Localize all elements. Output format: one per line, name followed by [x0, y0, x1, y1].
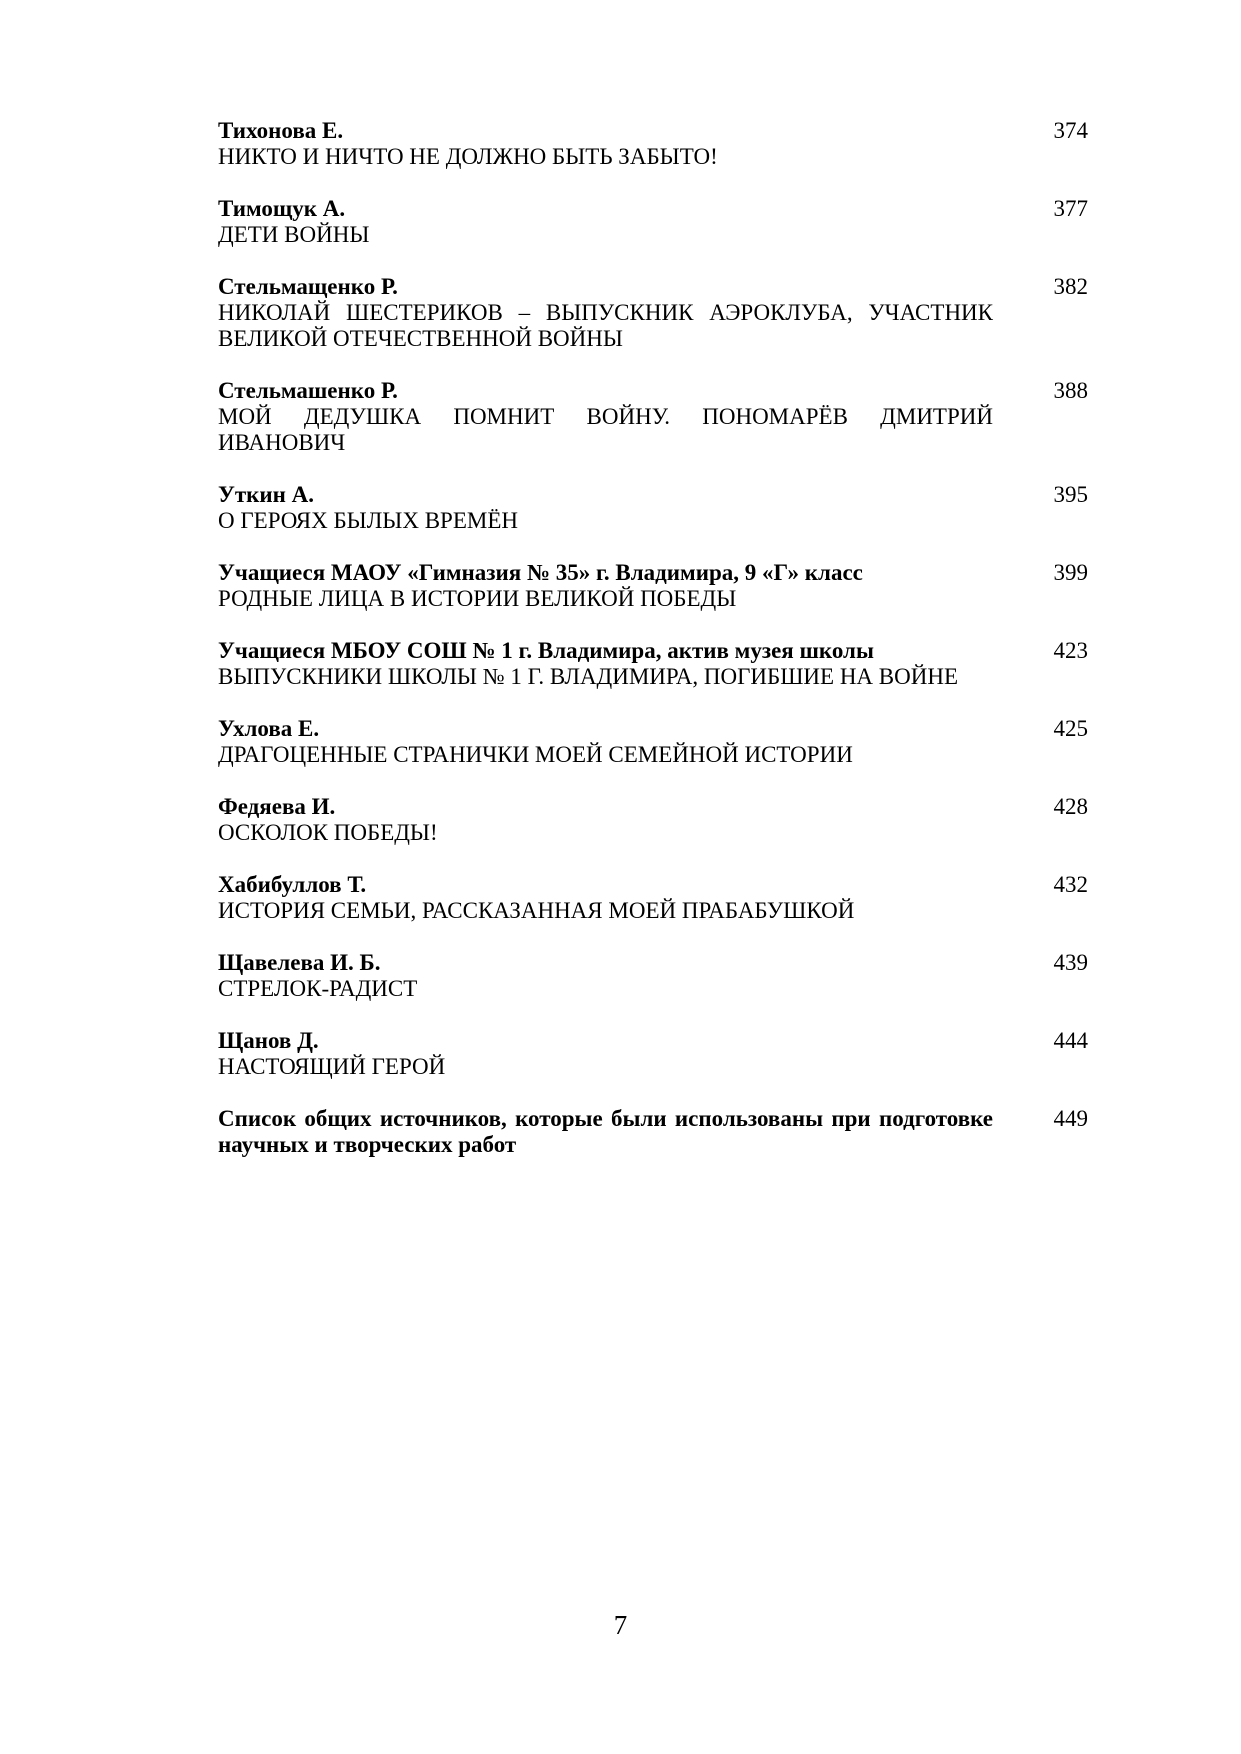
toc-entry-page: 399: [1053, 560, 1088, 585]
toc-entry-text: [218, 1106, 993, 1158]
toc-entry-title: МОЙ ДЕДУШКА ПОМНИТ ВОЙНУ. ПОНОМАРЁВ ДМИТРИЙ ИВАНОВИЧ: [218, 404, 993, 455]
toc-entry-author: Учащиеся МАОУ «Гимназия № 35» г. Владимира, 9 «Г» класс: [218, 560, 863, 585]
toc-entry-page: 382: [1053, 274, 1088, 299]
toc-entry-author: Стельмащенко Р.: [218, 274, 398, 299]
toc-entry-title: ДРАГОЦЕННЫЕ СТРАНИЧКИ МОЕЙ СЕМЕЙНОЙ ИСТОРИИ: [218, 742, 853, 767]
toc-entry-page: 423: [1053, 638, 1088, 663]
toc-entry-title: ИСТОРИЯ СЕМЬИ, РАССКАЗАННАЯ МОЕЙ ПРАБАБУШКОЙ: [218, 898, 855, 923]
toc-entry-page: 449: [1053, 1106, 1088, 1131]
toc-entry-page: 439: [1053, 950, 1088, 975]
toc-entry-page: 388: [1053, 378, 1088, 403]
toc-entry-author: Уткин А.: [218, 482, 315, 507]
toc-entry-author: Тихонова Е.: [218, 118, 344, 143]
toc-entry-page: 395: [1053, 482, 1088, 507]
toc-entry-title: РОДНЫЕ ЛИЦА В ИСТОРИИ ВЕЛИКОЙ ПОБЕДЫ: [218, 586, 737, 611]
toc-entry-page: 374: [1053, 118, 1088, 143]
toc-entry: [218, 638, 1088, 690]
toc-entry-text: [218, 716, 993, 768]
toc-entry-title: НАСТОЯЩИЙ ГЕРОЙ: [218, 1054, 446, 1079]
toc-entry: [218, 950, 1088, 1002]
toc-entry-text: [218, 794, 993, 846]
toc-entry-title: НИКТО И НИЧТО НЕ ДОЛЖНО БЫТЬ ЗАБЫТО!: [218, 144, 718, 169]
toc-entry-sources: [218, 1106, 1088, 1158]
toc-entry: [218, 378, 1088, 456]
toc-entry-text: [218, 196, 993, 248]
toc-entry-text: [218, 482, 993, 534]
toc-entry-text: [218, 560, 993, 612]
toc-entry: [218, 560, 1088, 612]
toc-entry-author: Хабибуллов Т.: [218, 872, 367, 897]
toc-entry-page: 377: [1053, 196, 1088, 221]
toc-entry: [218, 118, 1088, 170]
table-of-contents: [218, 118, 1088, 1184]
toc-entry-author: Щавелева И. Б.: [218, 950, 381, 975]
toc-entry-author: Федяева И.: [218, 794, 336, 819]
toc-entry-text: [218, 1028, 993, 1080]
toc-entry-author: Тимощук А.: [218, 196, 346, 221]
toc-entry-text: [218, 118, 993, 170]
toc-entry: [218, 482, 1088, 534]
toc-entry-page: 428: [1053, 794, 1088, 819]
toc-entry: [218, 794, 1088, 846]
toc-entry-page: 425: [1053, 716, 1088, 741]
toc-entry-text: [218, 274, 993, 352]
toc-entry-title: ДЕТИ ВОЙНЫ: [218, 222, 370, 247]
toc-entry-sources-title: Список общих источников, которые были использованы при подготовке научных и творческих работ: [218, 1106, 993, 1157]
toc-entry: [218, 1028, 1088, 1080]
toc-entry-title: ВЫПУСКНИКИ ШКОЛЫ № 1 Г. ВЛАДИМИРА, ПОГИБШИЕ НА ВОЙНЕ: [218, 664, 959, 689]
toc-entry-text: [218, 950, 993, 1002]
toc-entry-author: Учащиеся МБОУ СОШ № 1 г. Владимира, актив музея школы: [218, 638, 874, 663]
toc-entry-author: Ухлова Е.: [218, 716, 320, 741]
page-number: 7: [613, 1610, 628, 1640]
toc-entry: [218, 872, 1088, 924]
toc-entry: [218, 196, 1088, 248]
toc-entry-page: 444: [1053, 1028, 1088, 1053]
toc-entry-title: СТРЕЛОК-РАДИСТ: [218, 976, 418, 1001]
toc-entry-title: О ГЕРОЯХ БЫЛЫХ ВРЕМЁН: [218, 508, 519, 533]
toc-entry: [218, 716, 1088, 768]
toc-entry-page: 432: [1053, 872, 1088, 897]
toc-entry-author: Стельмашенко Р.: [218, 378, 398, 403]
toc-entry-text: [218, 872, 993, 924]
toc-entry-title: НИКОЛАЙ ШЕСТЕРИКОВ – ВЫПУСКНИК АЭРОКЛУБА, УЧАСТНИК ВЕЛИКОЙ ОТЕЧЕСТВЕННОЙ ВОЙНЫ: [218, 300, 993, 351]
toc-entry: [218, 274, 1088, 352]
toc-entry-text: [218, 378, 993, 456]
toc-entry-title: ОСКОЛОК ПОБЕДЫ!: [218, 820, 438, 845]
toc-entry-text: [218, 638, 993, 690]
toc-entry-author: Щанов Д.: [218, 1028, 319, 1053]
